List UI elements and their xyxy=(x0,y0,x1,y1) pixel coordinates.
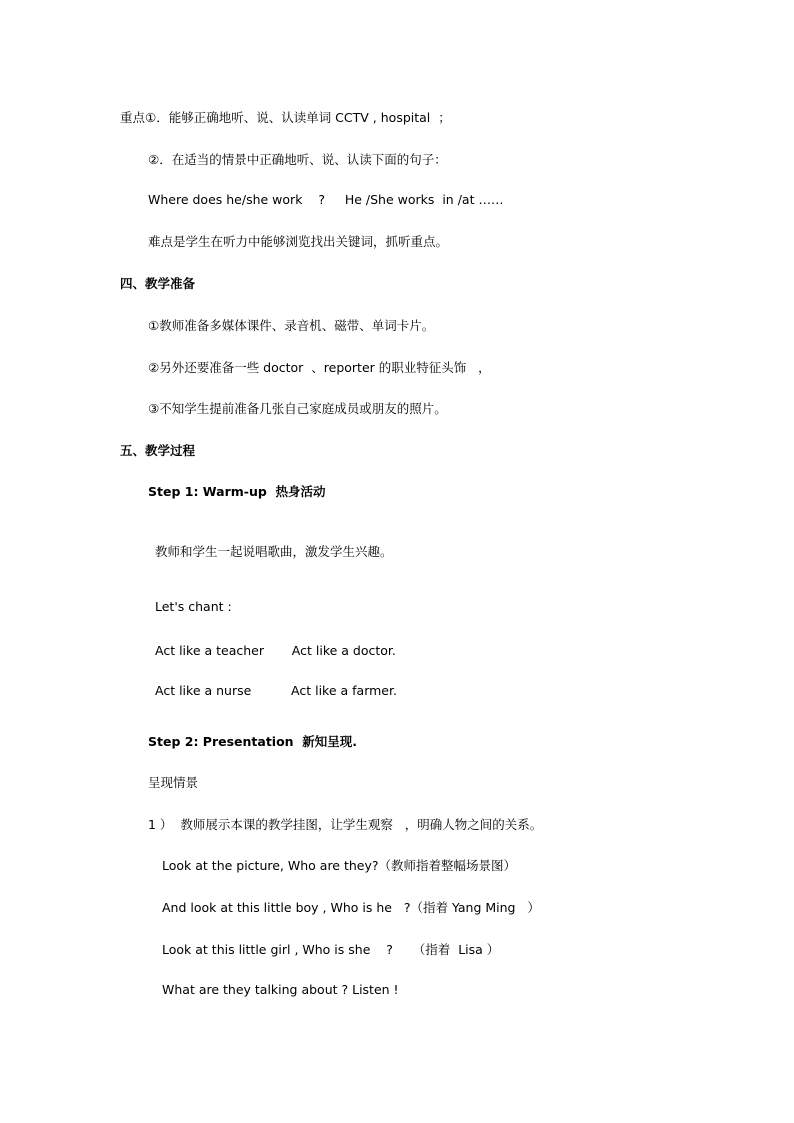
key-point-2: ②．在适当的情景中正确地听、说、认读下面的句子： xyxy=(148,152,447,167)
prep-item-2: ②另外还要准备一些 doctor 、reporter 的职业特征头饰 ， xyxy=(148,360,491,375)
dialogue-line-1: Look at the picture, Who are they?（教师指着整幅场景图） xyxy=(162,858,517,873)
chant-line-2: Act like a nurse Act like a farmer. xyxy=(155,683,397,698)
chant-label: Let's chant : xyxy=(155,599,232,614)
prep-item-1: ①教师准备多媒体课件、录音机、磁带、单词卡片。 xyxy=(148,318,435,333)
key-sentence: Where does he/she work ? He /She works in /at …… xyxy=(148,192,504,207)
chant-line-1: Act like a teacher Act like a doctor. xyxy=(155,643,396,658)
dialogue-line-4: What are they talking about ? Listen ! xyxy=(162,982,399,997)
scenario-label: 呈现情景 xyxy=(148,775,199,790)
step-1-description: 教师和学生一起说唱歌曲，激发学生兴趣。 xyxy=(155,544,393,559)
prep-item-3: ③不知学生提前准备几张自己家庭成员或朋友的照片。 xyxy=(148,401,447,416)
step-1-heading: Step 1: Warm-up 热身活动 xyxy=(148,484,326,499)
key-point-1: 重点①．能够正确地听、说、认读单词 CCTV , hospital ； xyxy=(120,110,451,125)
section-heading-preparation: 四、教学准备 xyxy=(120,276,196,291)
activity-1: 1 ） 教师展示本课的教学挂图，让学生观察 ，明确人物之间的关系。 xyxy=(148,817,543,832)
difficulty-point: 难点是学生在听力中能够浏览找出关键词，抓听重点。 xyxy=(148,234,449,249)
dialogue-line-2: And look at this little boy , Who is he ?（指着 Yang Ming ） xyxy=(162,900,540,915)
step-2-heading: Step 2: Presentation 新知呈现. xyxy=(148,734,358,749)
section-heading-process: 五、教学过程 xyxy=(120,443,196,458)
dialogue-line-3: Look at this little girl , Who is she ? （指着 Lisa ） xyxy=(162,942,500,957)
